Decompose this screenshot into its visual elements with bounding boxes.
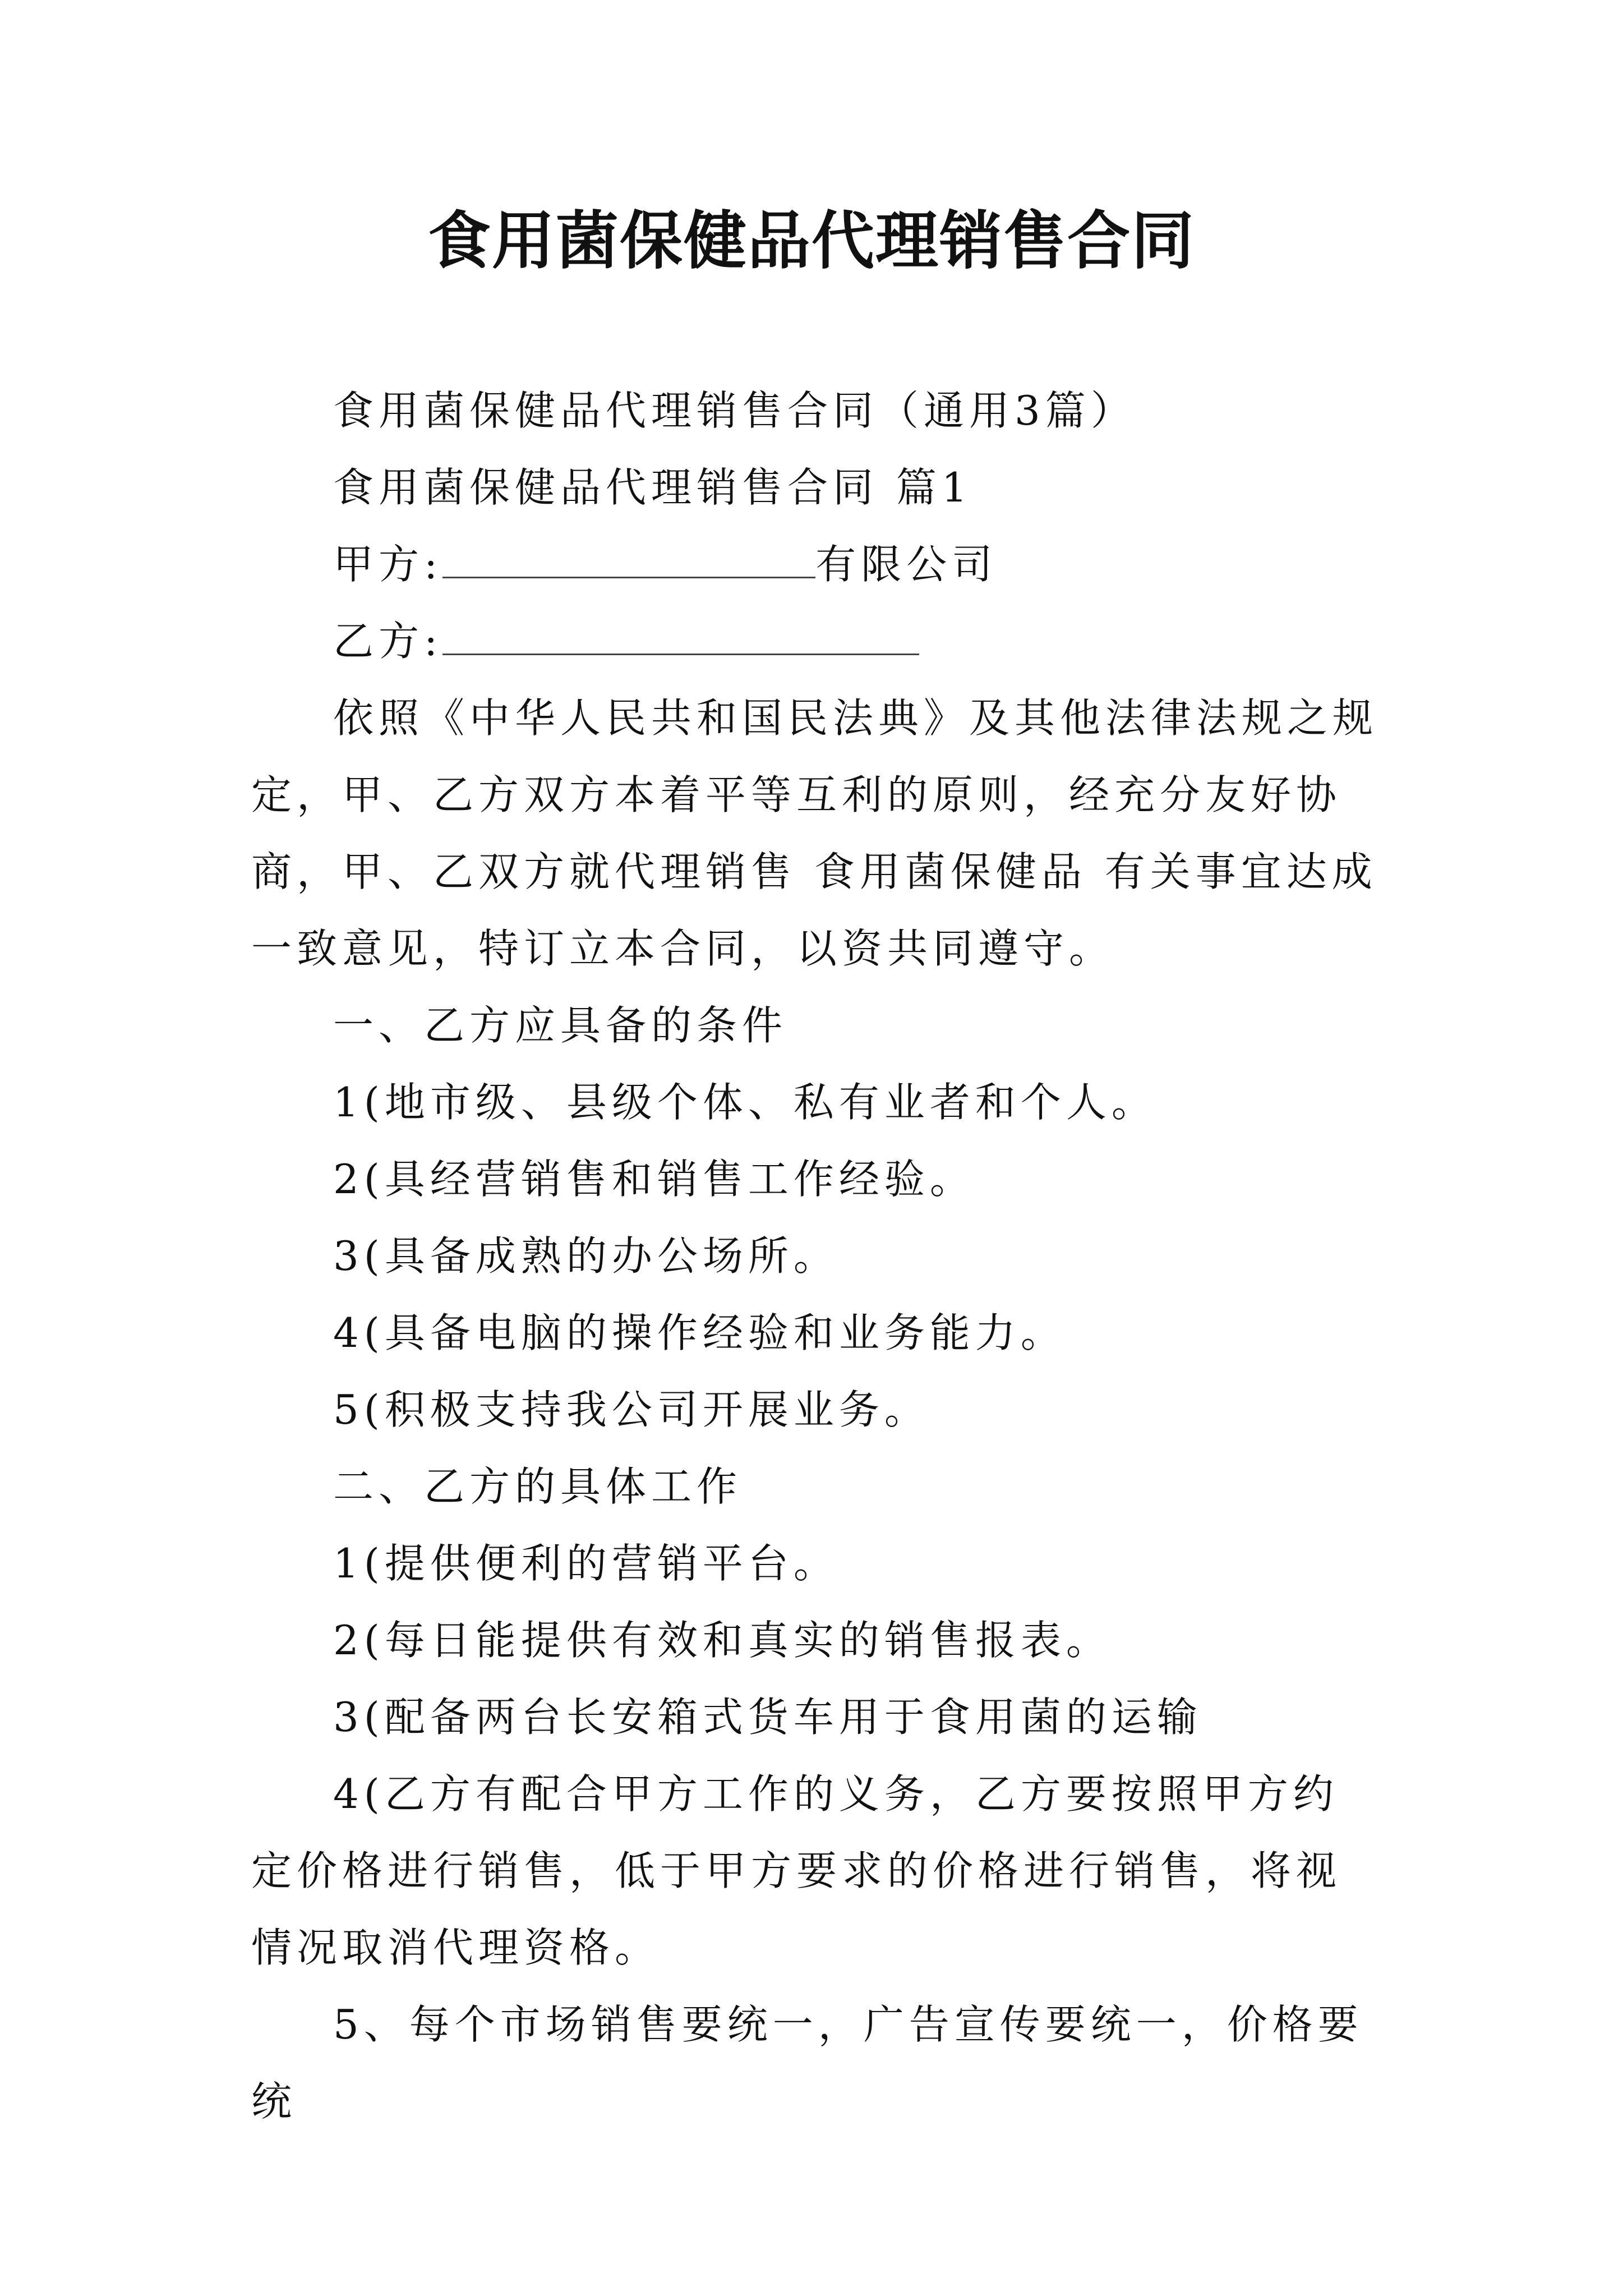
part-heading-paragraph: 食用菌保健品代理销售合同 篇1 <box>333 464 972 511</box>
party-a-suffix: 有限公司 <box>815 541 998 588</box>
section1-item-5: 5(积极支持我公司开展业务。 <box>333 1386 930 1433</box>
document-body <box>251 372 1382 2140</box>
party-a-blank-field <box>442 534 815 578</box>
section2-item-3: 3(配备两台长安箱式货车用于食用菌的运输 <box>333 1694 1202 1741</box>
section2-item-4: 4(乙方有配合甲方工作的义务，乙方要按照甲方约定价格进行销售，低于甲方要求的价格进行销售，将视情况取消代理资格。 <box>251 1770 1342 1971</box>
section1-item-2: 2(具经营销售和销售工作经验。 <box>333 1156 975 1203</box>
section1-item-3: 3(具备成熟的办公场所。 <box>333 1232 839 1280</box>
party-b-line <box>251 603 1382 680</box>
section1-item-1: 1(地市级、县级个体、私有业者和个人。 <box>333 1079 1157 1126</box>
section2-item-5: 5、每个市场销售要统一，广告宣传要统一，价格要统 <box>251 2001 1363 2125</box>
party-a-label: 甲方: <box>333 541 443 588</box>
document-title: 食用菌保健品代理销售合同 <box>428 204 1195 278</box>
intro-paragraph: 依照《中华人民共和国民法典》及其他法律法规之规定，甲、乙方双方本着平等互利的原则，经充分友好协商，甲、乙双方就代理销售 食用菌保健品 有关事宜达成一致意见，特订立本合同，以资共同遵守。 <box>251 694 1378 972</box>
section1-heading: 一、乙方应具备的条件 <box>333 1002 788 1049</box>
section2-item-2: 2(每日能提供有效和真实的销售报表。 <box>333 1617 1112 1664</box>
section1-item-4: 4(具备电脑的操作经验和业务能力。 <box>333 1309 1066 1356</box>
party-a-line <box>251 526 1382 603</box>
section2-item-1: 1(提供便利的营销平台。 <box>333 1540 839 1587</box>
subtitle-paragraph: 食用菌保健品代理销售合同（通用3篇） <box>333 387 1136 434</box>
party-b-label: 乙方: <box>333 618 443 665</box>
section2-heading: 二、乙方的具体工作 <box>333 1463 743 1510</box>
party-b-blank-field <box>442 611 919 655</box>
